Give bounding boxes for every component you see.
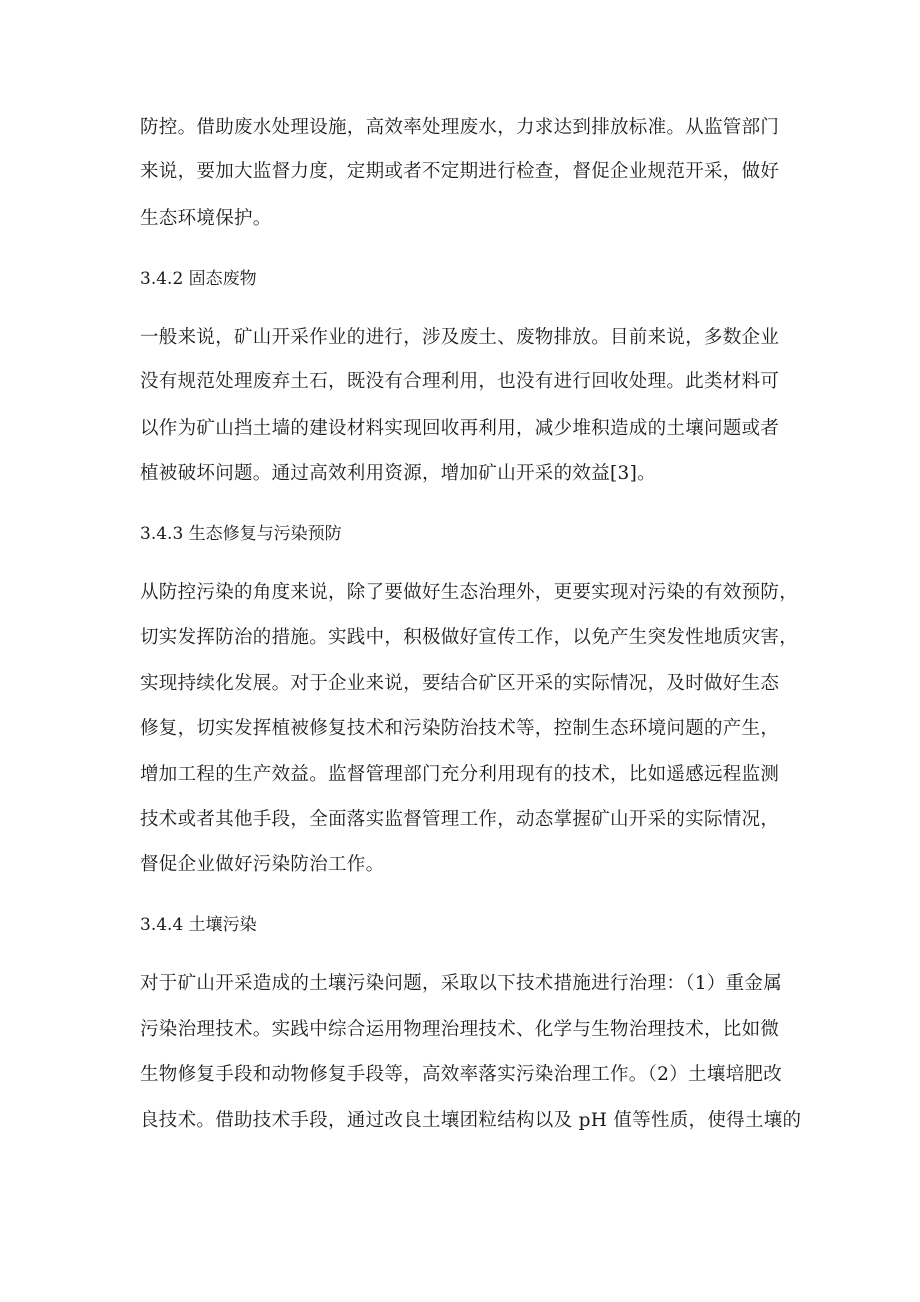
paragraph-line: 督促企业做好污染防治工作。 [140,854,385,875]
paragraph-line: 增加工程的生产效益。监督管理部门充分利用现有的技术，比如遥感远程监测 [140,764,780,785]
paragraph-line: 良技术。借助技术手段，通过改良土壤团粒结构以及 pH 值等性质，使得土壤的 [140,1110,802,1131]
paragraph-line: 植被破坏问题。通过高效利用资源，增加矿山开采的效益[3]。 [140,463,656,484]
paragraph-line: 技术或者其他手段，全面落实监督管理工作，动态掌握矿山开采的实际情况， [140,809,780,830]
section-heading-3-4-3: 3.4.3 生态修复与污染预防 [140,524,342,544]
paragraph-line: 修复，切实发挥植被修复技术和污染防治技术等，控制生态环境问题的产生， [140,718,780,739]
paragraph-line: 以作为矿山挡土墙的建设材料实现回收再利用，减少堆积造成的土壤问题或者 [140,418,780,439]
section-heading-3-4-4: 3.4.4 土壤污染 [140,915,257,935]
paragraph-line: 生物修复手段和动物修复手段等，高效率落实污染治理工作。（2）土壤培肥改 [140,1064,783,1085]
paragraph-line: 从防控污染的角度来说，除了要做好生态治理外，更要实现对污染的有效预防， [140,582,799,603]
paragraph-line: 实现持续化发展。对于企业来说，要结合矿区开采的实际情况，及时做好生态 [140,673,780,694]
section-heading-3-4-2: 3.4.2 固态废物 [140,269,257,289]
paragraph-line: 切实发挥防治的措施。实践中，积极做好宣传工作，以免产生突发性地质灾害， [140,627,799,648]
paragraph-line: 污染治理技术。实践中综合运用物理治理技术、化学与生物治理技术，比如微 [140,1019,780,1040]
paragraph-line: 来说，要加大监督力度，定期或者不定期进行检查，督促企业规范开采，做好 [140,161,780,182]
paragraph-line: 一般来说，矿山开采作业的进行，涉及废土、废物排放。目前来说，多数企业 [140,327,780,348]
paragraph-line: 生态环境保护。 [140,208,272,229]
paragraph-line: 没有规范处理废弃土石，既没有合理利用，也没有进行回收处理。此类材料可 [140,371,780,392]
paragraph-line: 防控。借助废水处理设施，高效率处理废水，力求达到排放标准。从监管部门 [140,117,780,138]
paragraph-line: 对于矿山开采造成的土壤污染问题，采取以下技术措施进行治理：（1）重金属 [140,973,783,994]
